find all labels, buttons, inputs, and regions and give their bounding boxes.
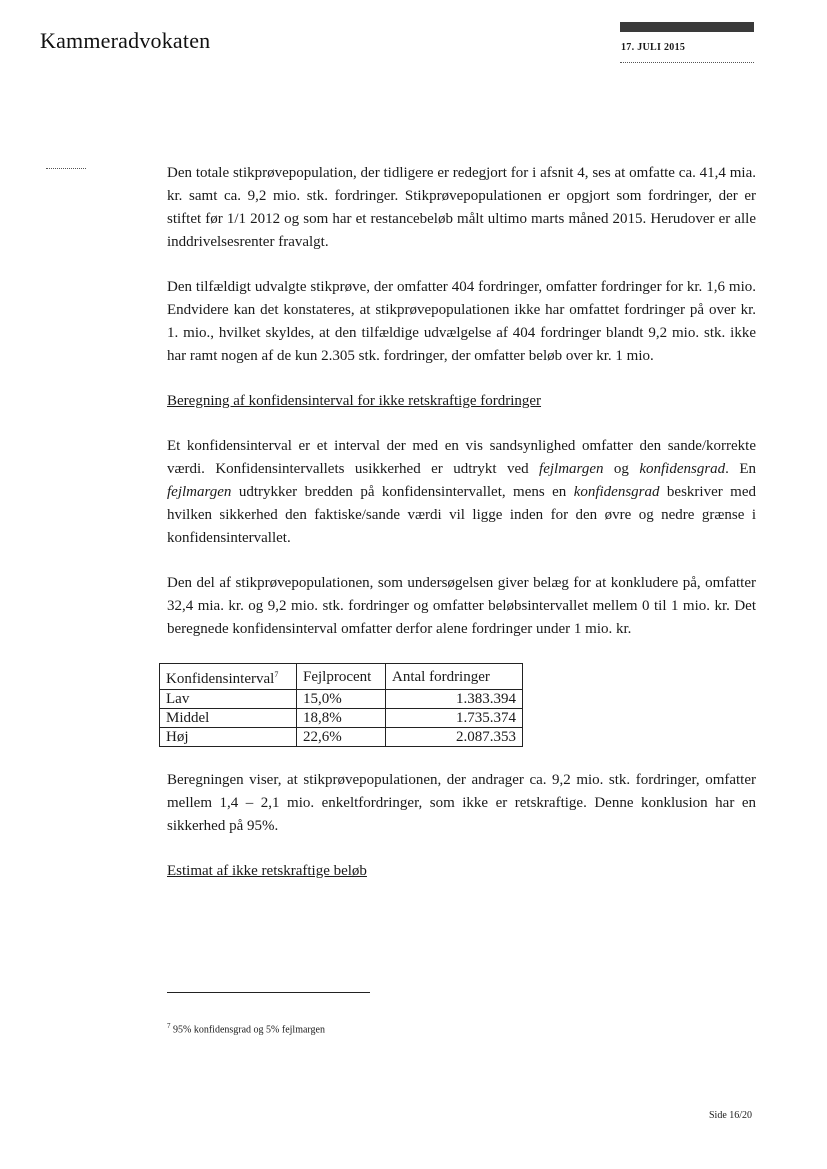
footnote-rule — [167, 992, 370, 993]
table-cell: 18,8% — [297, 709, 386, 728]
footnote-reference: 7 — [274, 670, 279, 679]
text-run: beskriver med hvilken sikkerhed den faktiske/sande værdi vil ligge inden for den øvre og nedre grænse i konfidensintervallet. — [167, 484, 756, 546]
term-konfidensgrad: konfidensgrad — [573, 484, 660, 500]
table-header-cell: Fejlprocent — [297, 664, 386, 690]
table-cell: 22,6% — [297, 728, 386, 747]
table-cell: 15,0% — [297, 690, 386, 709]
paragraph-sample: Den tilfældigt udvalgte stikprøve, der omfatter 404 fordringer, omfatter fordringer for kr. 1,6 mio. Endvidere kan det konstateres, at stikprøvepopulationen ikke har omfattet fordringer på over kr. 1. mio., hvilket skyldes, at den tilfældige udvælgelse af 404 fordringer blandt 9,2 mio. stk. ikke har ramt nogen af de kun 2.305 stk. fordringer, der omfatter beløb over kr. 1 mio. — [167, 279, 756, 364]
footnote-text: 95% konfidensgrad og 5% fejlmargen — [170, 1024, 325, 1036]
paragraph-population: Den totale stikprøvepopulation, der tidligere er redegjort for i afsnit 4, ses at omfatte ca. 41,4 mia. kr. samt ca. 9,2 mio. stk. fordringer. Stikprøvepopulationen er opgjort som fordringer, der er stiftet før 1/1 2012 og som har et restancebeløb målt ultimo marts måned 2015. Herudover er alle inddrivelsesrenter fravalgt. — [167, 165, 756, 250]
text-run: og — [603, 461, 640, 477]
table-cell: Middel — [160, 709, 297, 728]
table-cell: Lav — [160, 690, 297, 709]
paragraph-confidence-definition — [167, 435, 756, 550]
table-cell: 1.383.394 — [386, 690, 523, 709]
table-cell: 2.087.353 — [386, 728, 523, 747]
table-cell: 1.735.374 — [386, 709, 523, 728]
table-row — [160, 709, 523, 728]
section-heading-confidence: Beregning af konfidensinterval for ikke retskraftige fordringer — [167, 393, 542, 409]
header-dotted-rule — [620, 62, 754, 63]
brand-title: Kammeradvokaten — [40, 28, 211, 53]
confidence-interval-table — [159, 663, 523, 747]
page-number: Side 16/20 — [709, 1110, 753, 1121]
footnote — [167, 1022, 325, 1035]
header-bar — [620, 22, 754, 32]
table-header-row — [160, 664, 523, 690]
term-fejlmargen: fejlmargen — [539, 461, 604, 477]
section-heading-estimate: Estimat af ikke retskraftige beløb — [167, 863, 367, 879]
term-fejlmargen: fejlmargen — [167, 484, 232, 500]
header-label: Konfidensinterval — [166, 671, 275, 687]
table-cell: Høj — [160, 728, 297, 747]
paragraph-conclusion: Beregningen viser, at stikprøvepopulationen, der andrager ca. 9,2 mio. stk. fordringer, omfatter mellem 1,4 – 2,1 mio. enkeltfordringer, som ikke er retskraftige. Denne konklusion har en sikkerhed på 95%. — [167, 772, 756, 834]
table-row — [160, 690, 523, 709]
table-row — [160, 728, 523, 747]
document-date: 17. JULI 2015 — [621, 42, 686, 53]
text-run: Et konfidensinterval er et interval der med en vis sandsynlighed omfatter den sande/korrekte værdi. Konfidensintervallets usikkerhed er udtrykt ved — [167, 438, 756, 477]
text-run: udtrykker bredden på konfidensintervallet, mens en — [231, 484, 574, 500]
text-run: . En — [725, 461, 756, 477]
table-header-cell: Antal fordringer — [386, 664, 523, 690]
paragraph-population-scope: Den del af stikprøvepopulationen, som undersøgelsen giver belæg for at konkludere på, omfatter 32,4 mia. kr. og 9,2 mio. stk. fordringer og omfatter beløbsintervallet mellem 0 til 1 mio. kr. Det beregnede konfidensinterval omfatter derfor alene fordringer under 1 mio. kr. — [167, 575, 756, 637]
term-konfidensgrad: konfidensgrad — [639, 461, 726, 477]
footnote-mark: 7 — [167, 1022, 171, 1030]
document-body — [167, 162, 756, 905]
margin-dotted-mark — [46, 168, 86, 169]
table-header-cell — [160, 664, 297, 690]
